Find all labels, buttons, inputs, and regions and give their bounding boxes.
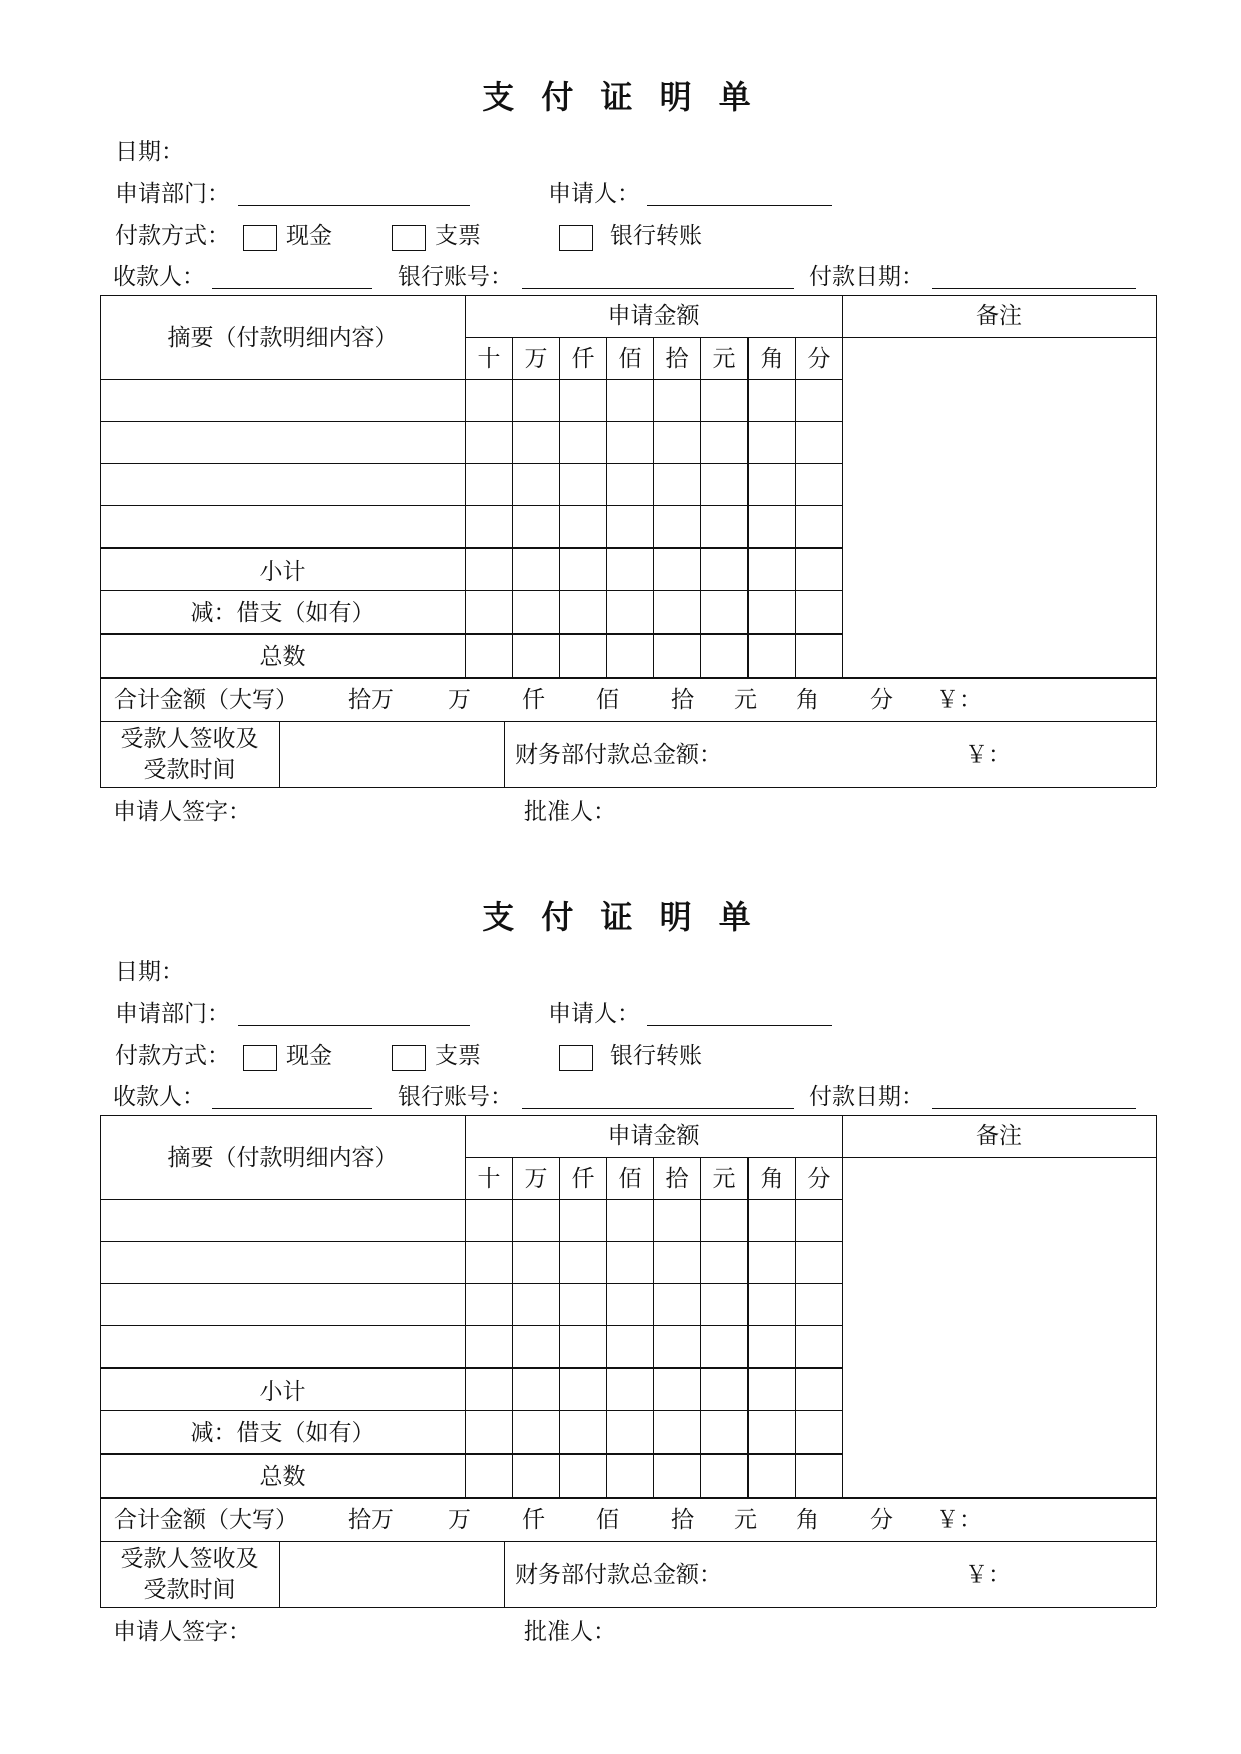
digit-header: 角 <box>760 1166 784 1192</box>
capital-unit: 角 <box>796 687 819 713</box>
capital-unit: 拾 <box>671 1507 694 1533</box>
digit-header: 万 <box>524 1166 548 1192</box>
digit-header: 十 <box>477 346 501 372</box>
payee-label: 收款人： <box>113 264 205 290</box>
yen-label: ￥： <box>936 1507 982 1533</box>
col-remark-header: 备注 <box>976 1123 1022 1149</box>
capital-unit: 角 <box>796 1507 819 1533</box>
payee-field[interactable] <box>212 1108 372 1109</box>
account-field[interactable] <box>522 288 794 289</box>
capital-unit: 元 <box>734 1507 757 1533</box>
dept-label: 申请部门： <box>115 1001 230 1027</box>
col-summary-header: 摘要（付款明细内容） <box>167 325 398 351</box>
pay-date-label: 付款日期： <box>809 1084 924 1110</box>
payee-label: 收款人： <box>113 1084 205 1110</box>
total-label: 总数 <box>259 644 306 670</box>
capital-unit: 万 <box>448 1507 471 1533</box>
finance-yen-label: ￥： <box>965 742 1011 768</box>
applicant-label: 申请人： <box>548 181 640 207</box>
digit-header: 分 <box>807 1166 831 1192</box>
receiver-sign-label: 受款人签收及 <box>120 1546 259 1572</box>
capital-unit: 佰 <box>596 1507 619 1533</box>
pay-date-field[interactable] <box>932 1108 1136 1109</box>
capital-unit: 元 <box>734 687 757 713</box>
cash-checkbox[interactable] <box>243 225 277 251</box>
finance-total-label: 财务部付款总金额： <box>515 1562 722 1588</box>
cash-checkbox[interactable] <box>243 1045 277 1071</box>
capital-unit: 拾万 <box>348 1507 394 1533</box>
less-loan-label: 减：借支（如有） <box>190 1420 375 1446</box>
total-capital-label: 合计金额（大写） <box>114 1507 298 1533</box>
transfer-option-label: 银行转账 <box>610 1043 702 1069</box>
digit-header: 元 <box>712 1166 736 1192</box>
form-title: 支 付 证 明 单 <box>482 898 759 936</box>
approver-label: 批准人： <box>524 799 616 825</box>
form-title: 支 付 证 明 单 <box>482 78 759 116</box>
dept-label: 申请部门： <box>115 181 230 207</box>
digit-header: 十 <box>477 1166 501 1192</box>
receiver-time-label: 受款时间 <box>143 757 236 783</box>
total-capital-label: 合计金额（大写） <box>114 687 298 713</box>
receiver-time-label: 受款时间 <box>143 1577 236 1603</box>
subtotal-label: 小计 <box>259 559 306 585</box>
account-label: 银行账号： <box>398 1084 513 1110</box>
date-label: 日期： <box>115 959 184 985</box>
digit-header: 拾 <box>665 1166 689 1192</box>
digit-header: 仟 <box>571 1166 595 1192</box>
col-remark-header: 备注 <box>976 303 1022 329</box>
payment-method-label: 付款方式： <box>115 1043 230 1069</box>
digit-header: 仟 <box>571 346 595 372</box>
receiver-sign-label: 受款人签收及 <box>120 726 259 752</box>
transfer-checkbox[interactable] <box>559 1045 593 1071</box>
cash-option-label: 现金 <box>286 223 332 249</box>
finance-yen-label: ￥： <box>965 1562 1011 1588</box>
col-summary-header: 摘要（付款明细内容） <box>167 1145 398 1171</box>
total-label: 总数 <box>259 1464 306 1490</box>
capital-unit: 拾万 <box>348 687 394 713</box>
dept-field[interactable] <box>238 1025 470 1026</box>
pay-date-field[interactable] <box>932 288 1136 289</box>
digit-header: 拾 <box>665 346 689 372</box>
payment-method-label: 付款方式： <box>115 223 230 249</box>
col-amount-header: 申请金额 <box>607 1123 700 1149</box>
capital-unit: 分 <box>870 1507 893 1533</box>
digit-header: 佰 <box>618 1166 642 1192</box>
capital-unit: 仟 <box>522 687 545 713</box>
capital-unit: 仟 <box>522 1507 545 1533</box>
capital-unit: 拾 <box>671 687 694 713</box>
digit-header: 分 <box>807 346 831 372</box>
check-checkbox[interactable] <box>392 225 426 251</box>
approver-label: 批准人： <box>524 1619 616 1645</box>
account-field[interactable] <box>522 1108 794 1109</box>
dept-field[interactable] <box>238 205 470 206</box>
cash-option-label: 现金 <box>286 1043 332 1069</box>
transfer-checkbox[interactable] <box>559 225 593 251</box>
account-label: 银行账号： <box>398 264 513 290</box>
applicant-field[interactable] <box>647 205 832 206</box>
digit-header: 佰 <box>618 346 642 372</box>
capital-unit: 分 <box>870 687 893 713</box>
digit-header: 元 <box>712 346 736 372</box>
date-label: 日期： <box>115 139 184 165</box>
applicant-field[interactable] <box>647 1025 832 1026</box>
less-loan-label: 减：借支（如有） <box>190 600 375 626</box>
finance-total-label: 财务部付款总金额： <box>515 742 722 768</box>
col-amount-header: 申请金额 <box>607 303 700 329</box>
yen-label: ￥： <box>936 687 982 713</box>
transfer-option-label: 银行转账 <box>610 223 702 249</box>
applicant-sign-label: 申请人签字： <box>113 1619 251 1645</box>
pay-date-label: 付款日期： <box>809 264 924 290</box>
capital-unit: 万 <box>448 687 471 713</box>
check-option-label: 支票 <box>435 1043 481 1069</box>
payee-field[interactable] <box>212 288 372 289</box>
digit-header: 万 <box>524 346 548 372</box>
digit-header: 角 <box>760 346 784 372</box>
subtotal-label: 小计 <box>259 1379 306 1405</box>
check-checkbox[interactable] <box>392 1045 426 1071</box>
capital-unit: 佰 <box>596 687 619 713</box>
applicant-label: 申请人： <box>548 1001 640 1027</box>
check-option-label: 支票 <box>435 223 481 249</box>
applicant-sign-label: 申请人签字： <box>113 799 251 825</box>
